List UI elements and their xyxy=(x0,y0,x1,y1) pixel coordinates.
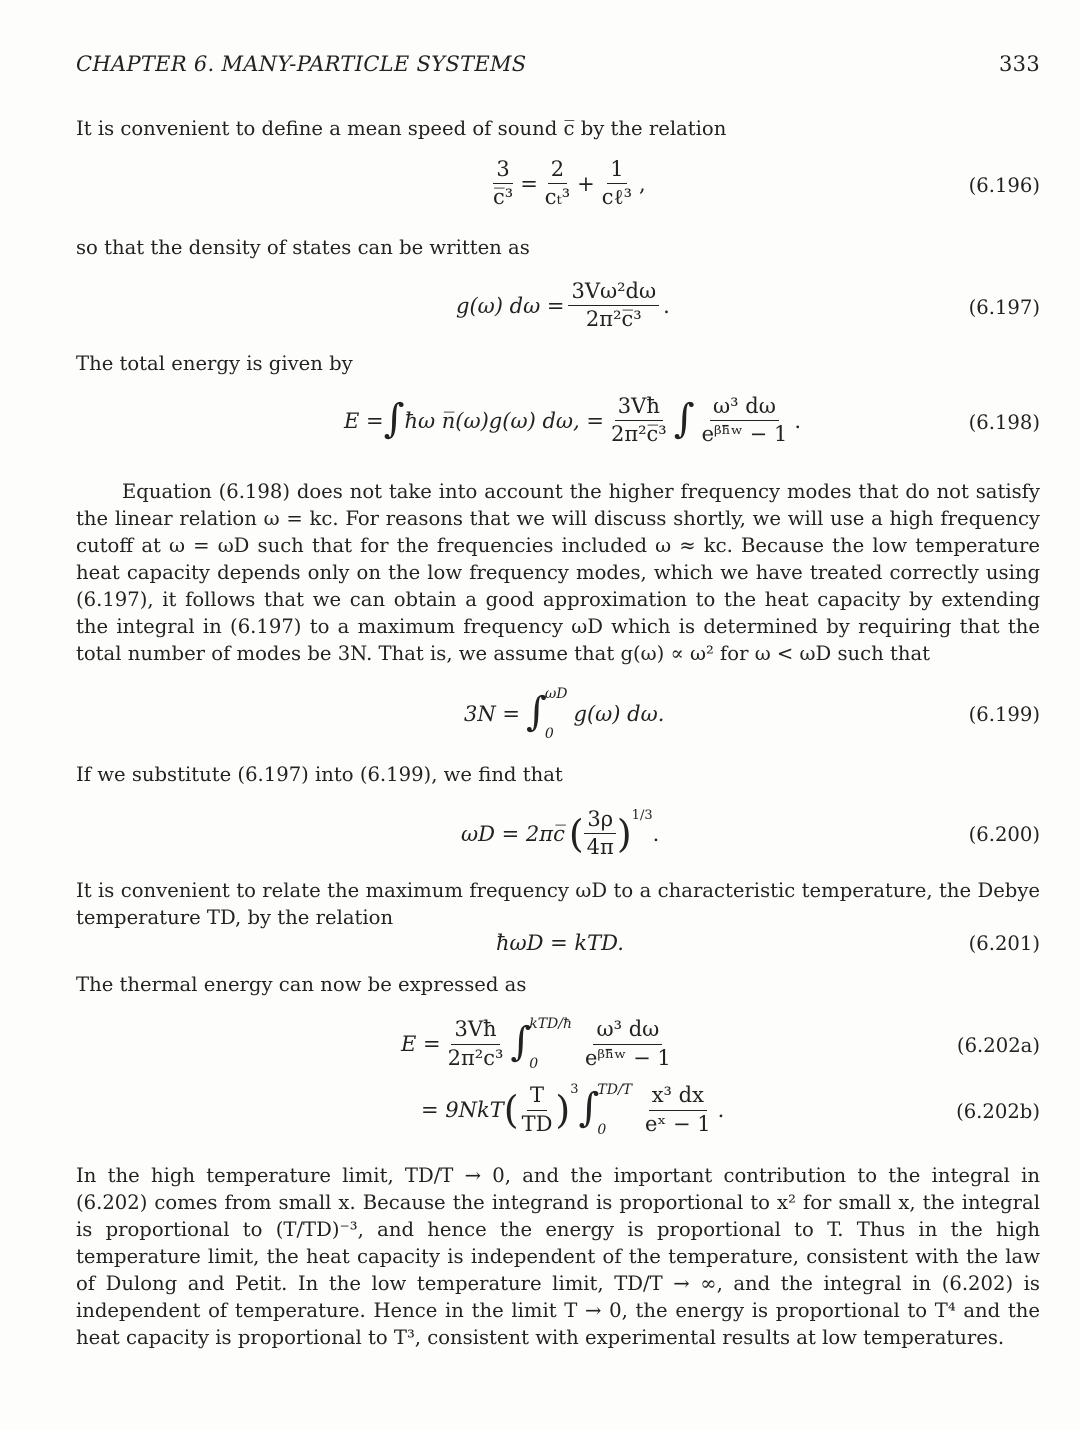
equation-number: (6.202a) xyxy=(956,1034,1040,1057)
equation-6-196 xyxy=(76,158,1040,218)
eq-integrand: g(ω) dω. xyxy=(573,702,665,726)
trailing-punctuation: . xyxy=(794,408,802,433)
equation-number: (6.201) xyxy=(968,932,1040,955)
paragraph-debye-cutoff: Equation (6.198) does not take into account the higher frequency modes that do not satisfy the linear relation ω = kc. For reasons that we will discuss shortly, we will use a high frequency cutoff at ω = ωD such that for the frequencies included ω ≈ kc. Because the low temperature heat capacity depends only on the low frequency modes, which we have treated correctly using (6.197), it follows that we can obtain a good approximation to the heat capacity by extending the integral in (6.197) to a maximum frequency ωD which is determined by requiring that the total number of modes be 3N. That is, we assume that g(ω) ∝ ω² for ω < ωD such that xyxy=(76,480,1040,665)
paragraph-thermal-energy: The thermal energy can now be expressed as xyxy=(76,973,527,996)
equation-6-199 xyxy=(76,686,1040,750)
lower-limit: 0 xyxy=(544,726,554,742)
equation-number: (6.196) xyxy=(968,174,1040,197)
frac-numerator: ω³ dω xyxy=(710,395,779,421)
frac-denominator: 2π²c̅³ xyxy=(585,307,642,332)
frac-denominator: eᵝʰ̄ʷ − 1 xyxy=(701,422,788,447)
frac-numerator: x³ dx xyxy=(649,1084,707,1110)
equation-number: (6.202b) xyxy=(956,1100,1040,1123)
frac-denominator: 2π²c³ xyxy=(447,1045,504,1070)
trailing-punctuation: , xyxy=(639,171,646,196)
equation-6-202a xyxy=(76,1016,1040,1080)
equation-6-197 xyxy=(76,280,1040,340)
eq-lhs: 3N = xyxy=(464,702,521,726)
paragraph-mean-speed: It is convenient to define a mean speed of sound c̅ by the relation xyxy=(76,117,727,140)
frac-numerator: 3Vħ xyxy=(451,1018,499,1044)
integral-sign: ∫ xyxy=(383,395,405,442)
frac-denominator: 2π²c̅³ xyxy=(610,422,667,447)
paragraph-debye-temperature: It is convenient to relate the maximum frequency ωD to a characteristic temperature, the Debye temperature TD, by the relation xyxy=(76,879,1040,929)
frac-numerator: ω³ dω xyxy=(593,1018,662,1044)
frac-denominator: eᵝʰ̄ʷ − 1 xyxy=(585,1045,671,1070)
frac-numerator: 3Vω²dω xyxy=(568,280,659,306)
equals-sign: = xyxy=(520,171,538,196)
exponent: 3 xyxy=(570,1082,579,1097)
plus-sign: + xyxy=(577,171,595,196)
page-number: 333 xyxy=(999,52,1040,76)
eq-integrand: ħω n̅(ω)g(ω) dω, = xyxy=(404,408,604,433)
eq-lhs: ωD = 2πc̅ xyxy=(461,821,565,846)
trailing-punctuation: . xyxy=(717,1098,725,1122)
lower-limit: 0 xyxy=(597,1122,607,1138)
paragraph-substitute: If we substitute (6.197) into (6.199), we find that xyxy=(76,763,563,786)
paragraph-density-states: so that the density of states can be written as xyxy=(76,236,530,259)
equation-6-200: ωD = 2πc̅ ( $\frac{3\rho}{4\pi}$ ) $^{1/3}$ . (6.200) xyxy=(461,807,1040,860)
integral-sign: ∫ xyxy=(510,1019,532,1065)
upper-limit: kTD/ħ xyxy=(529,1016,572,1032)
eq-lhs: = 9NkT xyxy=(421,1098,504,1122)
equation-number: (6.199) xyxy=(968,703,1040,726)
paragraph-total-energy: The total energy is given by xyxy=(76,352,353,375)
frac-denominator: cℓ³ xyxy=(601,185,633,210)
frac-numerator: 3ρ xyxy=(584,808,616,834)
eq-lhs: g(ω) dω = xyxy=(456,293,565,318)
chapter-title: CHAPTER 6. MANY-PARTICLE SYSTEMS xyxy=(76,52,527,76)
frac-numerator: 1 xyxy=(607,158,626,184)
integral-sign: ∫ xyxy=(578,1085,600,1131)
frac-denominator: c̅³ xyxy=(493,185,514,210)
equation-number: (6.200) xyxy=(968,823,1040,846)
eq-body: ħωD = kTD. xyxy=(496,931,624,955)
eq-lhs: E = xyxy=(344,408,384,433)
frac-numerator: 3 xyxy=(493,158,512,184)
frac-denominator: 4π xyxy=(586,835,614,860)
equation-6-201 xyxy=(76,931,1040,961)
frac-denominator: eˣ − 1 xyxy=(645,1111,711,1136)
upper-limit: TD/T xyxy=(597,1082,632,1098)
trailing-punctuation: . xyxy=(663,293,670,318)
equation-6-202b: = 9NkT ( $\frac{T}{TD}$ ) $^3$ ∫ TD/T 0 $\frac{\text{x³ dx}}{\text{eˣ − 1}}$ . (6.202b) xyxy=(421,1082,1040,1138)
lower-limit: 0 xyxy=(529,1056,539,1072)
equation-number: (6.198) xyxy=(968,411,1040,434)
frac-numerator: 3Vħ xyxy=(615,395,663,421)
frac-denominator: TD xyxy=(521,1111,553,1136)
upper-limit: ωD xyxy=(544,686,568,702)
exponent: 1/3 xyxy=(631,808,653,823)
running-header xyxy=(76,52,1040,76)
frac-numerator: 2 xyxy=(548,158,567,184)
eq-lhs: E = xyxy=(401,1032,441,1056)
equation-number: (6.197) xyxy=(968,296,1040,319)
paragraph-limits: In the high temperature limit, TD/T → 0, and the important contribution to the integral in (6.202) comes from small x. Because the integrand is proportional to x² for small x, the integral is proportional to (T/TD)⁻³, and hence the energy is proportional to T. Thus in the high temperature limit, the heat capacity is independent of the temperature, consistent with the law of Dulong and Petit. In the low temperature limit, TD/T → ∞, and the integral in (6.202) is independent of temperature. Hence in the limit T → 0, the energy is proportional to T⁴ and the heat capacity is proportional to T³, consistent with experimental results at low temperatures. xyxy=(76,1164,1040,1349)
integral-sign: ∫ xyxy=(526,689,547,735)
integral-sign: ∫ xyxy=(673,395,695,442)
frac-denominator: cₜ³ xyxy=(544,185,571,210)
trailing-punctuation: . xyxy=(652,821,660,846)
equation-6-198 xyxy=(76,395,1040,459)
frac-numerator: T xyxy=(527,1084,547,1110)
